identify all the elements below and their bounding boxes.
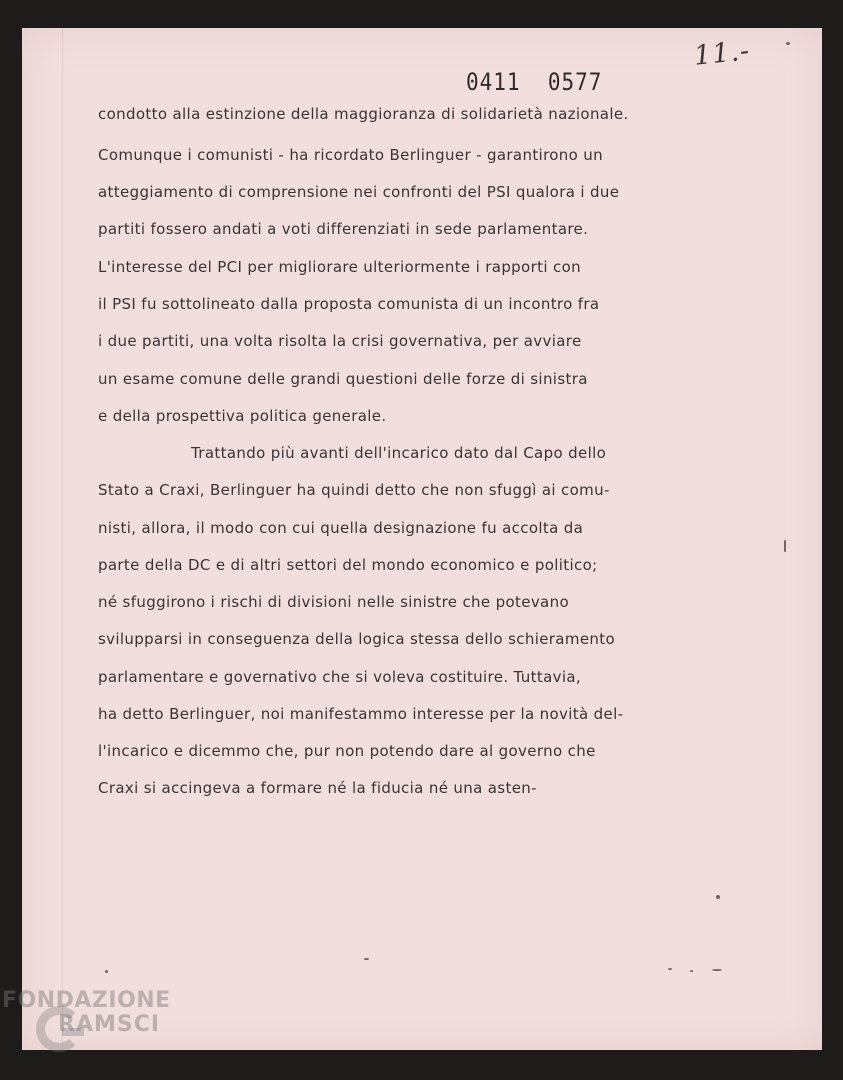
text-line: nisti, allora, il modo con cui quella designazione fu accolta da: [98, 519, 584, 537]
paper-fold-line: [62, 28, 63, 1050]
text-line: ha detto Berlinguer, noi manifestammo interesse per la novità del-: [98, 705, 624, 723]
text-line: Craxi si accingeva a formare né la fiducia né una asten-: [98, 779, 537, 797]
scan-speck: [690, 970, 693, 972]
scan-speck: [105, 970, 108, 973]
scan-speck: [364, 958, 369, 960]
text-line: partiti fossero andati a voti differenziati in sede parlamentare.: [98, 220, 589, 238]
text-line-paragraph-start: Trattando più avanti dell'incarico dato dal Capo dello: [191, 444, 607, 462]
scan-speck: [716, 895, 720, 899]
text-line: né sfuggirono i rischi di divisioni nelle sinistre che potevano: [98, 593, 569, 611]
text-line: atteggiamento di comprensione nei confronti del PSI qualora i due: [98, 183, 620, 201]
scan-speck: [784, 540, 786, 552]
scan-speck: [786, 42, 790, 45]
fondazione-gramsci-watermark: [2, 988, 212, 1068]
handwritten-page-number: 11.-: [692, 35, 752, 72]
text-line: condotto alla estinzione della maggioranza di solidarietà nazionale.: [98, 105, 629, 123]
scan-speck: [712, 969, 722, 971]
text-line: parte della DC e di altri settori del mondo economico e politico;: [98, 556, 598, 574]
watermark-text-line2: RAMSCI: [58, 1012, 161, 1037]
archive-stamp-number: 0411 0577: [466, 68, 603, 96]
text-line: parlamentare e governativo che si voleva costituire. Tuttavia,: [98, 668, 582, 686]
text-line: Comunque i comunisti - ha ricordato Berlinguer - garantirono un: [98, 146, 603, 164]
scan-speck: [668, 968, 672, 970]
text-line: i due partiti, una volta risolta la crisi governativa, per avviare: [98, 332, 582, 350]
text-line: Stato a Craxi, Berlinguer ha quindi detto che non sfuggì ai comu-: [98, 481, 610, 499]
watermark-text-line1: FONDAZIONE: [2, 988, 171, 1013]
text-line: l'incarico e dicemmo che, pur non potendo dare al governo che: [98, 742, 596, 760]
text-line: il PSI fu sottolineato dalla proposta comunista di un incontro fra: [98, 295, 600, 313]
text-line: e della prospettiva politica generale.: [98, 407, 387, 425]
text-line: L'interesse del PCI per migliorare ulteriormente i rapporti con: [98, 258, 581, 276]
text-line: svilupparsi in conseguenza della logica stessa dello schieramento: [98, 630, 616, 648]
text-line: un esame comune delle grandi questioni delle forze di sinistra: [98, 370, 588, 388]
